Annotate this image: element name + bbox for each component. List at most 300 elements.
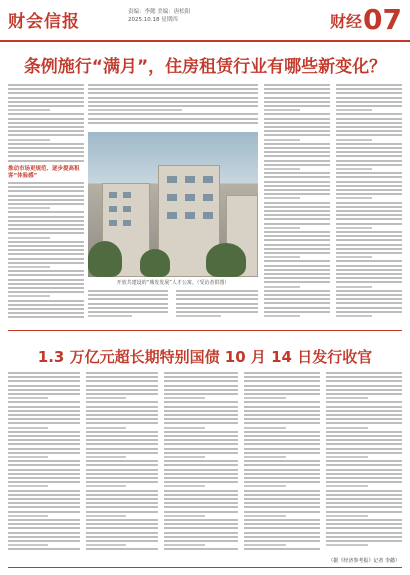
text-line [336, 101, 402, 103]
article-byline: （据《经济参考报》记者 李懿） [328, 558, 400, 564]
text-line [244, 523, 320, 525]
text-line [86, 490, 158, 492]
text-line [86, 540, 158, 542]
text-line [164, 448, 238, 450]
text-line [88, 88, 258, 90]
text-line [244, 389, 320, 391]
text-line [164, 397, 205, 399]
text-line [8, 147, 84, 149]
text-line [164, 456, 205, 458]
text-line [88, 84, 258, 86]
text-line [176, 298, 258, 300]
text-line [264, 101, 330, 103]
text-line [86, 464, 158, 466]
text-line [336, 147, 402, 149]
text-line [336, 214, 402, 216]
text-line [88, 97, 258, 99]
text-line [8, 490, 80, 492]
text-line [176, 307, 258, 309]
text-line [264, 298, 330, 300]
text-line [8, 422, 80, 424]
text-line [264, 307, 330, 309]
text-line [244, 490, 320, 492]
text-line [244, 527, 320, 529]
text-line [88, 113, 258, 115]
text-line [8, 427, 48, 429]
text-line [326, 372, 402, 374]
text-line [264, 109, 300, 111]
text-line [326, 527, 402, 529]
text-line [326, 506, 402, 508]
text-line [244, 548, 320, 550]
text-line [264, 134, 330, 136]
text-line [8, 464, 80, 466]
text-line [336, 223, 402, 225]
text-line [8, 414, 80, 416]
text-line [8, 151, 84, 153]
text-line [336, 181, 402, 183]
text-line [8, 190, 84, 192]
text-line [264, 155, 330, 157]
text-line [336, 97, 402, 99]
text-column [164, 372, 238, 554]
article-headline: 1.3 万亿元超长期特别国债 10 月 14 日发行收官 [37, 348, 373, 366]
text-line [244, 464, 320, 466]
text-line [244, 473, 320, 475]
text-line [326, 380, 402, 382]
text-column [88, 290, 168, 322]
text-line [8, 155, 84, 157]
text-line [8, 460, 80, 462]
text-line [244, 427, 286, 429]
text-line [326, 464, 402, 466]
text-line [326, 460, 402, 462]
text-line [244, 401, 320, 403]
text-line [8, 262, 84, 264]
text-line [8, 88, 84, 90]
text-line [8, 279, 84, 281]
text-line [264, 244, 330, 246]
text-line [8, 122, 84, 124]
text-line [336, 84, 402, 86]
text-line [8, 270, 84, 272]
text-line [326, 515, 368, 517]
text-line [164, 460, 238, 462]
text-line [164, 376, 238, 378]
text-line [326, 448, 402, 450]
text-line [264, 189, 330, 191]
text-line [8, 312, 84, 314]
text-line [244, 376, 320, 378]
text-line [8, 506, 80, 508]
text-line [164, 372, 238, 374]
text-line [8, 401, 80, 403]
text-line [264, 197, 300, 199]
text-line [8, 527, 80, 529]
masthead-info-line: 2025.10.18 星期四 [128, 17, 178, 23]
text-line [88, 109, 182, 111]
text-line [336, 252, 402, 254]
text-line [8, 452, 80, 454]
text-line [164, 515, 205, 517]
text-line [336, 315, 372, 317]
text-line [244, 519, 320, 521]
text-line [336, 202, 402, 204]
text-line [336, 92, 402, 94]
text-line [8, 481, 80, 483]
text-line [326, 481, 402, 483]
text-line [8, 274, 84, 276]
text-line [244, 502, 320, 504]
text-line [8, 97, 84, 99]
text-line [264, 239, 330, 241]
text-line [8, 519, 80, 521]
text-line [244, 397, 286, 399]
text-line [8, 532, 80, 534]
text-line [264, 273, 330, 275]
text-line [164, 385, 238, 387]
text-line [336, 227, 372, 229]
text-line [8, 376, 80, 378]
text-line [264, 118, 330, 120]
text-line [164, 532, 238, 534]
text-line [264, 176, 330, 178]
text-line [326, 498, 402, 500]
masthead [0, 0, 410, 42]
text-line [244, 422, 320, 424]
text-line [336, 134, 402, 136]
text-line [8, 216, 84, 218]
text-line [88, 290, 168, 292]
text-line [326, 389, 402, 391]
text-line [244, 460, 320, 462]
text-line [164, 418, 238, 420]
text-line [326, 452, 402, 454]
text-line [264, 281, 330, 283]
text-line [336, 189, 402, 191]
text-line [164, 443, 238, 445]
text-line [86, 418, 158, 420]
text-line [86, 376, 158, 378]
text-line [88, 315, 132, 317]
text-line [326, 540, 402, 542]
text-line [336, 210, 402, 212]
text-line [176, 311, 258, 313]
text-line [86, 548, 158, 550]
text-line [8, 232, 84, 234]
text-line [336, 122, 402, 124]
text-line [244, 418, 320, 420]
text-line [176, 303, 258, 305]
text-line [336, 286, 372, 288]
text-line [264, 97, 330, 99]
text-line [244, 536, 320, 538]
text-line [8, 253, 84, 255]
text-line [244, 544, 286, 546]
text-line [244, 385, 320, 387]
text-line [8, 224, 84, 226]
text-line [86, 443, 158, 445]
text-column [86, 372, 158, 554]
text-line [8, 469, 80, 471]
text-line [336, 273, 402, 275]
text-line [8, 385, 80, 387]
text-line [8, 134, 84, 136]
text-line [264, 290, 330, 292]
text-line [264, 113, 330, 115]
text-line [8, 182, 84, 184]
text-line [86, 393, 158, 395]
text-line [326, 418, 402, 420]
text-line [336, 109, 372, 111]
text-line [86, 422, 158, 424]
text-line [164, 469, 238, 471]
text-line [264, 185, 330, 187]
text-column [326, 372, 402, 552]
text-line [244, 477, 320, 479]
text-line [336, 307, 402, 309]
text-line [164, 452, 238, 454]
text-line [264, 256, 300, 258]
text-line [336, 193, 402, 195]
text-line [244, 406, 320, 408]
text-line [244, 498, 320, 500]
text-line [336, 277, 402, 279]
text-line [8, 295, 50, 297]
text-line [264, 214, 330, 216]
text-line [336, 269, 402, 271]
page-number: 07 [363, 3, 402, 36]
text-line [336, 151, 402, 153]
text-line [336, 126, 402, 128]
text-line [86, 456, 126, 458]
text-line [264, 126, 330, 128]
text-line [336, 311, 402, 313]
text-line [164, 435, 238, 437]
text-line [244, 410, 320, 412]
text-line [244, 456, 286, 458]
text-column [8, 182, 84, 322]
text-line [8, 544, 48, 546]
text-line [326, 456, 368, 458]
text-line [164, 473, 238, 475]
text-line [326, 469, 402, 471]
text-line [86, 481, 158, 483]
text-column [8, 84, 84, 164]
text-line [244, 494, 320, 496]
text-line [244, 452, 320, 454]
section-divider [8, 330, 402, 331]
text-line [336, 206, 402, 208]
text-line [176, 294, 258, 296]
text-line [264, 210, 330, 212]
text-line [8, 245, 84, 247]
text-line [244, 443, 320, 445]
text-line [8, 439, 80, 441]
text-line [336, 197, 372, 199]
text-line [8, 195, 84, 197]
text-line [8, 228, 84, 230]
text-column [88, 84, 258, 128]
text-line [88, 122, 258, 124]
text-line [8, 258, 84, 260]
text-line [86, 527, 158, 529]
text-line [8, 287, 84, 289]
text-line [164, 502, 238, 504]
text-line [8, 540, 80, 542]
text-column [176, 290, 258, 322]
text-line [326, 393, 402, 395]
text-line [86, 532, 158, 534]
text-column [264, 84, 330, 322]
text-line [244, 393, 320, 395]
text-line [164, 406, 238, 408]
text-line [336, 281, 402, 283]
text-line [244, 431, 320, 433]
text-line [264, 218, 330, 220]
text-line [326, 385, 402, 387]
text-line [326, 435, 402, 437]
text-line [244, 372, 320, 374]
text-line [164, 519, 238, 521]
text-line [8, 109, 50, 111]
text-line [264, 147, 330, 149]
text-line [326, 532, 402, 534]
text-line [86, 452, 158, 454]
text-line [86, 448, 158, 450]
text-line [86, 401, 158, 403]
text-line [8, 199, 84, 201]
text-line [8, 126, 84, 128]
text-line [88, 294, 168, 296]
text-line [164, 544, 205, 546]
text-line [264, 105, 330, 107]
text-line [8, 160, 84, 162]
text-line [264, 181, 330, 183]
text-line [336, 164, 402, 166]
text-line [8, 502, 80, 504]
text-line [164, 481, 238, 483]
text-line [336, 155, 402, 157]
text-line [8, 283, 84, 285]
text-line [86, 406, 158, 408]
text-line [336, 185, 402, 187]
text-line [264, 315, 300, 317]
text-line [244, 485, 286, 487]
text-line [336, 302, 402, 304]
text-line [326, 511, 402, 513]
text-line [336, 260, 402, 262]
text-line [326, 477, 402, 479]
bottom-rule [8, 567, 402, 568]
text-line [86, 519, 158, 521]
text-line [8, 308, 84, 310]
text-line [164, 523, 238, 525]
text-line [88, 311, 168, 313]
text-line [336, 294, 402, 296]
text-line [336, 113, 402, 115]
text-line [264, 277, 330, 279]
text-line [244, 380, 320, 382]
text-line [336, 143, 402, 145]
text-line [8, 304, 84, 306]
text-line [336, 265, 402, 267]
text-line [264, 223, 330, 225]
text-line [326, 439, 402, 441]
text-line [86, 485, 126, 487]
text-line [86, 385, 158, 387]
text-line [8, 448, 80, 450]
text-line [264, 260, 330, 262]
text-line [336, 139, 372, 141]
photo-caption: 开放共建设的“城发发展”人才公寓。（受访者供图） [116, 280, 230, 286]
text-line [264, 130, 330, 132]
text-line [8, 207, 50, 209]
text-line [264, 168, 300, 170]
text-line [86, 380, 158, 382]
text-line [8, 266, 50, 268]
text-line [326, 544, 368, 546]
text-line [264, 139, 300, 141]
text-line [264, 172, 330, 174]
text-line [336, 218, 402, 220]
text-line [8, 456, 48, 458]
text-line [326, 523, 402, 525]
text-line [336, 105, 402, 107]
text-line [326, 485, 368, 487]
text-line [164, 494, 238, 496]
text-line [326, 473, 402, 475]
text-line [88, 118, 258, 120]
text-line [326, 414, 402, 416]
text-column [244, 372, 320, 554]
text-line [164, 427, 205, 429]
text-line [88, 92, 258, 94]
text-line [326, 422, 402, 424]
text-line [244, 506, 320, 508]
text-line [164, 506, 238, 508]
text-line [8, 237, 50, 239]
text-line [86, 506, 158, 508]
text-line [326, 401, 402, 403]
text-line [164, 511, 238, 513]
text-line [86, 431, 158, 433]
text-line [8, 249, 84, 251]
text-line [164, 410, 238, 412]
text-line [86, 473, 158, 475]
text-line [264, 202, 330, 204]
article-headline: 条例施行“满月”，住房租赁行业有哪些新变化？ [23, 57, 387, 77]
text-line [8, 473, 80, 475]
text-line [8, 523, 80, 525]
text-line [244, 435, 320, 437]
text-line [244, 481, 320, 483]
text-line [164, 536, 238, 538]
text-line [264, 252, 330, 254]
text-line [336, 235, 402, 237]
text-line [264, 193, 330, 195]
text-line [244, 515, 286, 517]
text-line [264, 151, 330, 153]
text-line [86, 460, 158, 462]
text-line [244, 532, 320, 534]
text-line [336, 290, 402, 292]
text-line [8, 548, 80, 550]
text-line [8, 220, 84, 222]
text-line [264, 231, 330, 233]
article-subhead: 推动市场更规范、逐步提高租客“体验感” [8, 166, 80, 179]
text-line [86, 389, 158, 391]
